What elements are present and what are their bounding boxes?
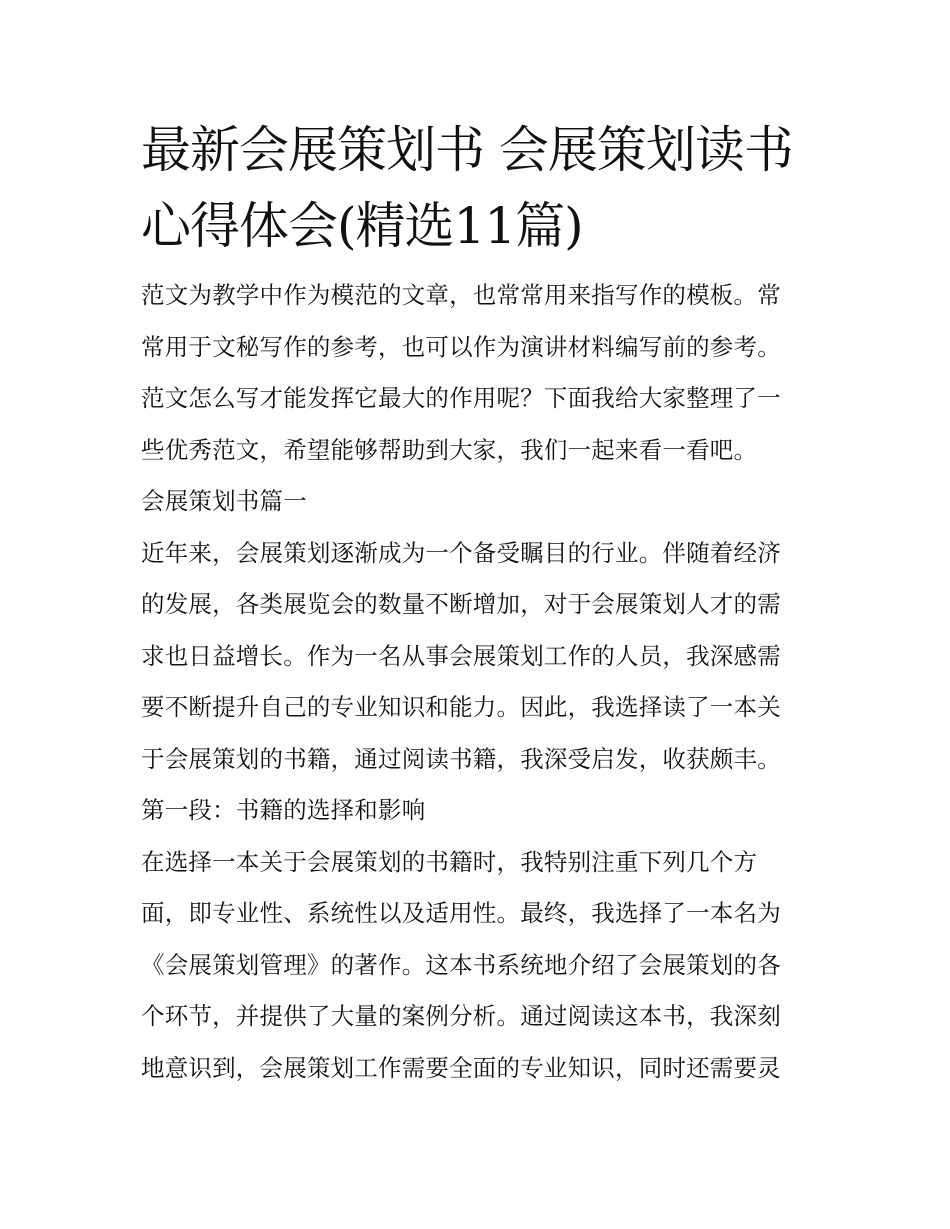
body-line: 《会展策划管理》的著作。这本书系统地介绍了会展策划的各 — [141, 950, 781, 979]
title-line: 最新会展策划书 会展策划读书 — [141, 121, 793, 179]
body-line: 要不断提升自己的专业知识和能力。因此，我选择读了一本关 — [141, 693, 781, 721]
section-heading: 会展策划书篇一 — [141, 487, 307, 515]
intro-line: 常用于文秘写作的参考，也可以作为演讲材料编写前的参考。 — [141, 332, 781, 361]
body-line: 面，即专业性、系统性以及适用性。最终，我选择了一本名为 — [141, 899, 781, 927]
intro-line: 范文为教学中作为模范的文章，也常常用来指写作的模板。常 — [141, 281, 781, 309]
title-line: 心得体会(精选11篇) — [141, 197, 583, 255]
body-line: 求也日益增长。作为一名从事会展策划工作的人员，我深感需 — [141, 641, 781, 670]
subsection-heading: 第一段：书籍的选择和影响 — [141, 796, 426, 824]
body-line: 地意识到，会展策划工作需要全面的专业知识，同时还需要灵 — [141, 1053, 781, 1082]
body-line: 于会展策划的书籍，通过阅读书籍，我深受启发，收获颇丰。 — [141, 744, 781, 773]
document-body — [141, 270, 813, 1094]
body-line: 个环节，并提供了大量的案例分析。通过阅读这本书，我深刻 — [141, 1002, 781, 1030]
intro-line: 些优秀范文，希望能够帮助到大家，我们一起来看一看吧。 — [141, 435, 758, 464]
document-page — [141, 112, 813, 1094]
body-line: 在选择一本关于会展策划的书籍时，我特别注重下列几个方 — [141, 847, 758, 876]
intro-line: 范文怎么写才能发挥它最大的作用呢？下面我给大家整理了一 — [141, 384, 781, 412]
body-line: 近年来，会展策划逐渐成为一个备受瞩目的行业。伴随着经济 — [141, 538, 781, 567]
document-title — [141, 112, 813, 264]
body-line: 的发展，各类展览会的数量不断增加，对于会展策划人才的需 — [141, 590, 781, 618]
